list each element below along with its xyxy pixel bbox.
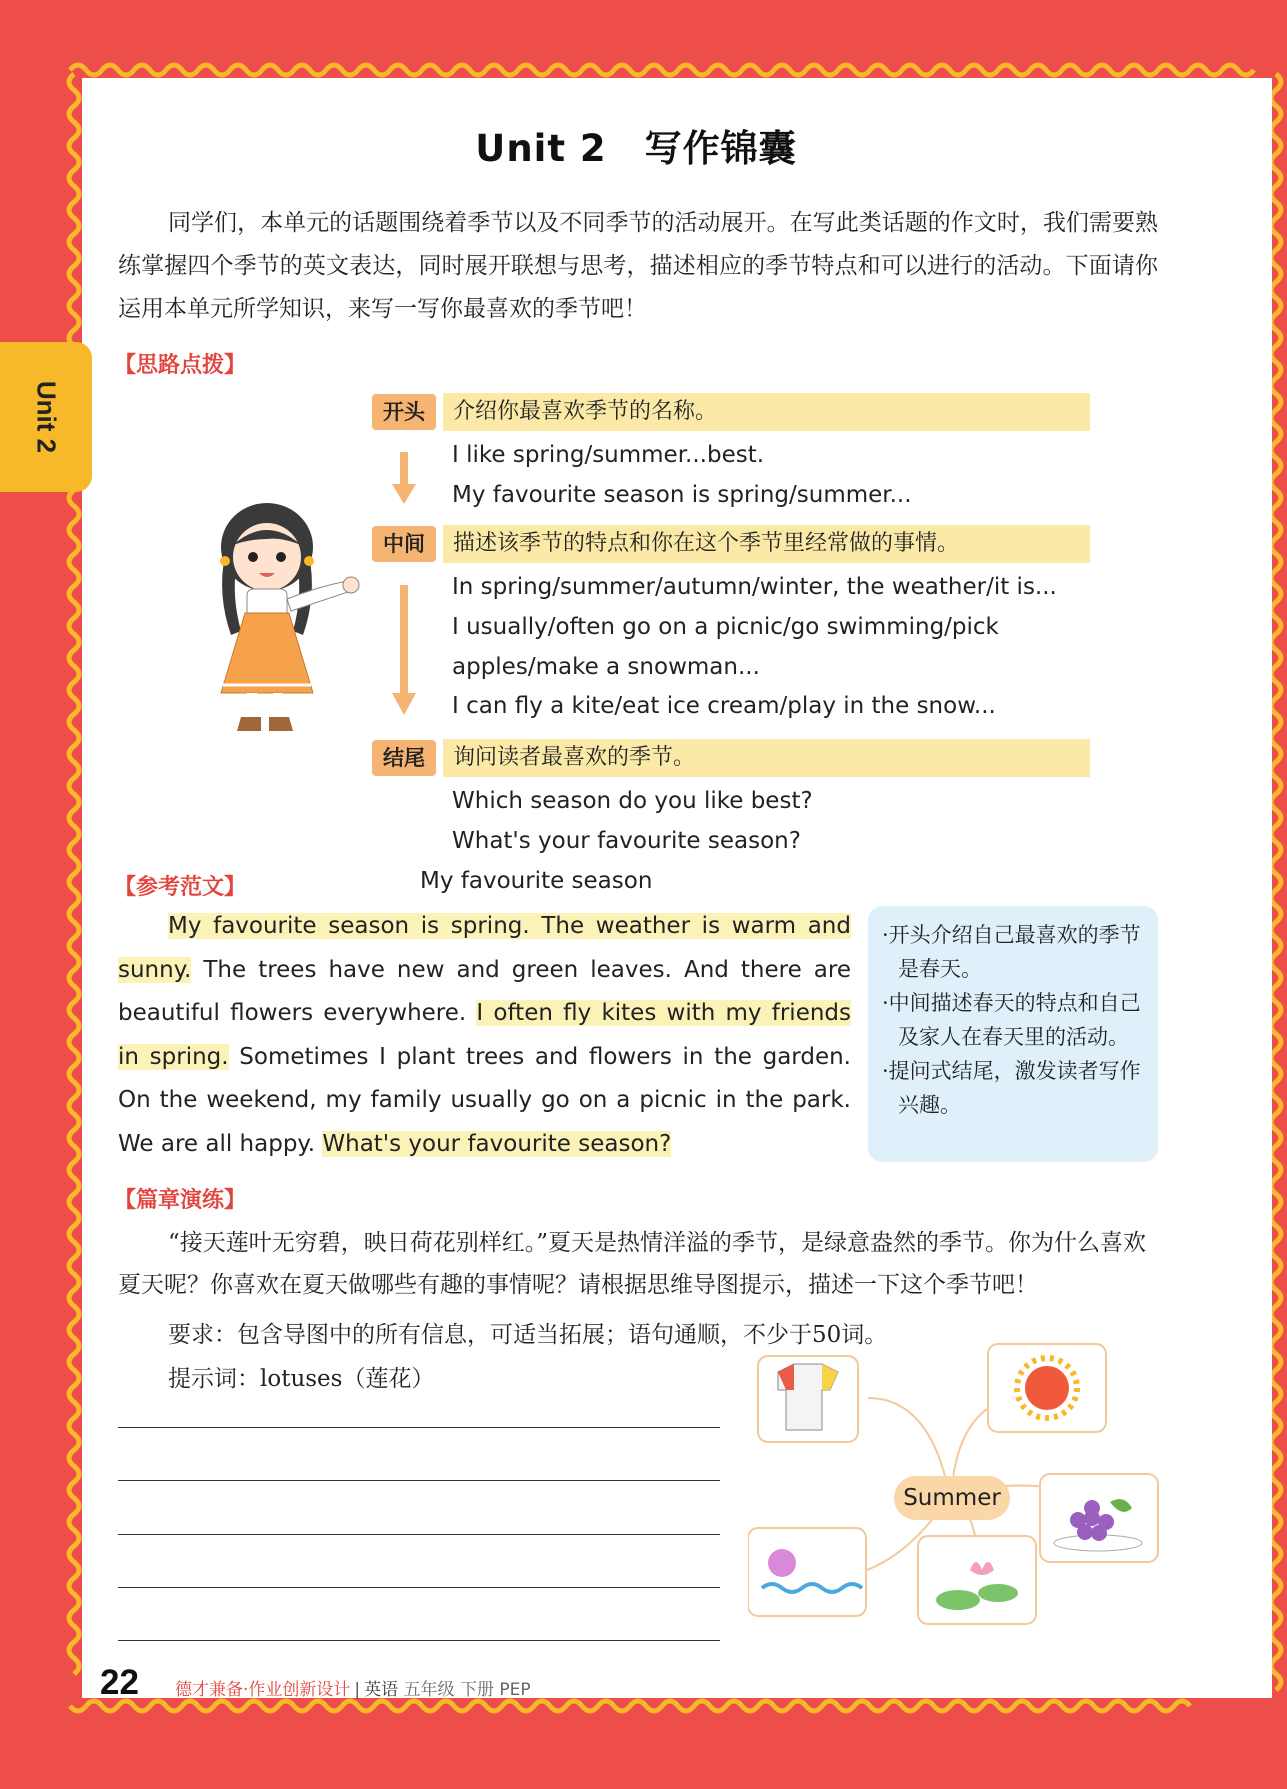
down-arrow-icon [392,452,416,506]
step-desc-opening: 介绍你最喜欢季节的名称。 [443,393,1090,431]
lotus-card [918,1536,1036,1624]
step-line: I usually/often go on a picnic/go swimming/pick [452,614,999,640]
writing-line[interactable] [118,1427,720,1428]
note-item: ·中间描述春天的特点和自己及家人在春天里的活动。 [882,991,1141,1049]
reference-label: 【参考范文】 [114,875,247,900]
writing-line[interactable] [118,1640,720,1641]
essay-highlight: What's your favourite season? [322,1130,672,1157]
step-desc-middle: 描述该季节的特点和你在这个季节里经常做的事情。 [443,525,1090,563]
unit-side-tab-label: Unit 2 [31,380,62,454]
lotus-leaf-icon [936,1590,980,1610]
swimming-card [748,1528,866,1616]
essay-highlight: My favourite season is spring. The weather is warm and sunny. [118,913,851,983]
note-item: ·提问式结尾，激发读者写作兴趣。 [882,1059,1141,1117]
practice-label: 【篇章演练】 [114,1188,247,1213]
footer-edition: PEP [499,1680,531,1700]
sun-icon [1025,1366,1069,1410]
practice-prompt: “接天莲叶无穷碧，映日荷花别样红。”夏天是热情洋溢的季节，是绿意盎然的季节。你为什么喜欢夏天呢？你喜欢在夏天做哪些有趣的事情呢？请根据思维导图提示，描述一下这个季节吧！ [118,1230,1147,1298]
footer-grade: 五年级 [403,1680,455,1700]
writing-line[interactable] [118,1480,720,1481]
step-line: My favourite season is spring/summer... [452,482,912,508]
footer-series: 德才兼备·作业创新设计 | 英语 五年级 下册 PEP [175,1680,531,1700]
writing-line[interactable] [118,1587,720,1588]
writing-line[interactable] [118,1534,720,1535]
reference-essay [118,905,851,1166]
footer-subject: 英语 [364,1680,399,1700]
down-arrow-icon [392,585,416,717]
practice-requirement: 要求：包含导图中的所有信息，可适当拓展；语句通顺，不少于50词。 [168,1322,888,1348]
step-desc-ending: 询问读者最喜欢的季节。 [443,739,1090,777]
step-badge-ending: 结尾 [372,740,436,776]
step-line: In spring/summer/autumn/winter, the weather/it is... [452,574,1057,600]
step-line: apples/make a snowman... [452,654,760,680]
summer-mind-map [748,1338,1168,1628]
footer-volume: 下册 [459,1680,494,1700]
step-line: I like spring/summer...best. [452,442,765,468]
swimmer-icon [768,1549,796,1577]
practice-hint: 提示词：lotuses（莲花） [168,1366,435,1392]
essay-text: Sometimes I plant trees and flowers in the garden. On the weekend, my family usually go on a picnic in the park. We are all happy. [118,1043,851,1157]
footer-series-name: 德才兼备·作业创新设计 [175,1680,351,1700]
unit-side-tab [0,342,92,492]
page-title: Unit 2 写作锦囊 [475,127,797,170]
page-number: 22 [100,1663,139,1702]
step-line: I can fly a kite/eat ice cream/play in the snow... [452,693,996,719]
note-item: ·开头介绍自己最喜欢的季节是春天。 [882,923,1141,981]
essay-highlight: I often fly kites with my friends in spring. [118,1000,852,1070]
mind-map-center-label: Summer [903,1485,1001,1511]
essay-title: My favourite season [420,868,653,894]
step-badge-middle: 中间 [372,526,436,562]
essay-text: The trees have new and green leaves. And there are beautiful flowers everywhere. [118,956,851,1026]
girl-illustration [205,495,365,745]
step-line: What's your favourite season? [452,828,801,854]
intro-paragraph: 同学们，本单元的话题围绕着季节以及不同季节的活动展开。在写此类话题的作文时，我们需要熟练掌握四个季节的英文表达，同时展开联想与思考，描述相应的季节特点和可以进行的活动。下面请你运用本单元所学知识，来写一写你最喜欢的季节吧！ [118,210,1158,322]
writing-notes-box [868,906,1158,1162]
thinking-label: 【思路点拨】 [114,353,247,378]
step-badge-opening: 开头 [372,394,436,430]
step-line: Which season do you like best? [452,788,813,814]
